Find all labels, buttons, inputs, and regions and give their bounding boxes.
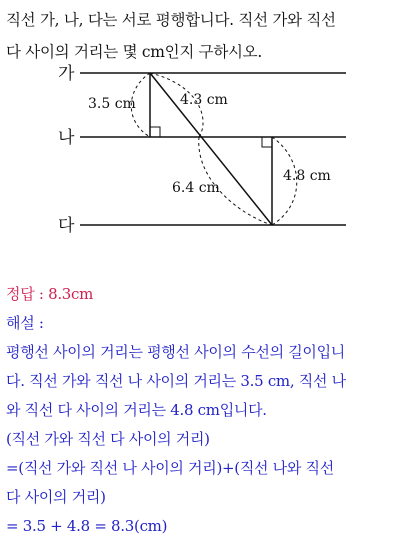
length-label-4-3: 4.3 cm — [180, 92, 228, 108]
explanation-line: =(직선 가와 직선 나 사이의 거리)+(직선 나와 직선 — [6, 459, 334, 477]
explanation-line: 평행선 사이의 거리는 평행선 사이의 수선의 길이입니 — [6, 343, 345, 361]
answer-section — [6, 280, 398, 541]
length-label-4-8: 4.8 cm — [283, 168, 331, 184]
answer-line: 정답 : 8.3cm — [6, 285, 94, 303]
explanation-heading: 해설 : — [6, 314, 44, 332]
right-angle-mark-2 — [262, 137, 272, 147]
label-da: 다 — [58, 216, 75, 236]
length-label-6-4: 6.4 cm — [172, 180, 220, 196]
explanation-line: 와 직선 다 사이의 거리는 4.8 cm입니다. — [6, 401, 267, 419]
length-label-3-5: 3.5 cm — [88, 96, 136, 112]
question-line-2: 다 사이의 거리는 몇 cm인지 구하시오. — [6, 43, 262, 61]
question-line-1: 직선 가, 나, 다는 서로 평행합니다. 직선 가와 직선 — [6, 11, 336, 29]
right-angle-mark-1 — [150, 127, 160, 137]
question-text — [6, 4, 398, 68]
label-ga: 가 — [58, 64, 75, 84]
parallel-lines-figure — [0, 60, 400, 240]
explanation-line: = 3.5 + 4.8 = 8.3(cm) — [6, 517, 168, 535]
label-na: 나 — [58, 128, 75, 148]
explanation-line: 다 사이의 거리) — [6, 488, 106, 506]
explanation-line: (직선 가와 직선 다 사이의 거리) — [6, 430, 210, 448]
explanation-line: 다. 직선 가와 직선 나 사이의 거리는 3.5 cm, 직선 나 — [6, 372, 346, 390]
